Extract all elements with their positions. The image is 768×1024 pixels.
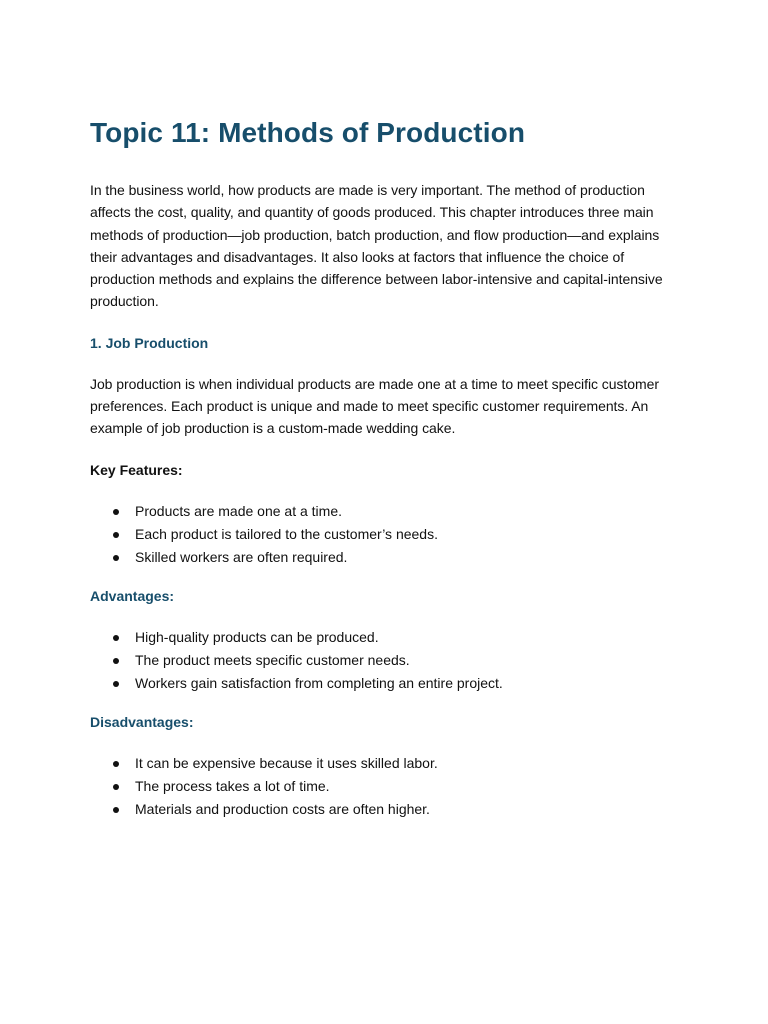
bullet-icon xyxy=(113,555,119,561)
bullet-icon xyxy=(113,658,119,664)
bullet-icon xyxy=(113,635,119,641)
bullet-icon xyxy=(113,509,119,515)
bullet-icon xyxy=(113,761,119,767)
list-item: Skilled workers are often required. xyxy=(90,546,682,569)
list-item: High-quality products can be produced. xyxy=(90,626,682,649)
page-title: Topic 11: Methods of Production xyxy=(90,117,526,148)
bullet-icon xyxy=(113,807,119,813)
disadvantages-label: Disadvantages: xyxy=(90,713,194,730)
list-item: The product meets specific customer needs. xyxy=(90,649,682,672)
bullet-icon xyxy=(113,532,119,538)
key-features-label: Key Features: xyxy=(90,461,183,478)
bullet-icon xyxy=(113,784,119,790)
section-heading-job-production: 1. Job Production xyxy=(90,334,209,351)
job-production-paragraph: Job production is when individual products are made one at a time to meet specific customer preferences. Each product is unique and made to meet specific customer requirements. An example of job production is a custom-made wedding cake. xyxy=(90,375,659,437)
disadvantages-list xyxy=(90,752,682,821)
advantages-label: Advantages: xyxy=(90,587,175,604)
advantages-list xyxy=(90,626,682,695)
list-item: Materials and production costs are often higher. xyxy=(90,798,682,821)
document-page xyxy=(90,114,682,821)
list-item: The process takes a lot of time. xyxy=(90,775,682,798)
list-item: Workers gain satisfaction from completing an entire project. xyxy=(90,672,682,695)
list-item: It can be expensive because it uses skilled labor. xyxy=(90,752,682,775)
key-features-list xyxy=(90,500,682,569)
bullet-icon xyxy=(113,681,119,687)
list-item: Each product is tailored to the customer’s needs. xyxy=(90,523,682,546)
intro-paragraph: In the business world, how products are made is very important. The method of production affects the cost, quality, and quantity of goods produced. This chapter introduces three main methods of production—job production, batch production, and flow production—and explains their advantages and disadvantages. It also looks at factors that influence the choice of production methods and explains the difference between labor-intensive and capital-intensive production. xyxy=(90,182,663,310)
list-item: Products are made one at a time. xyxy=(90,500,682,523)
